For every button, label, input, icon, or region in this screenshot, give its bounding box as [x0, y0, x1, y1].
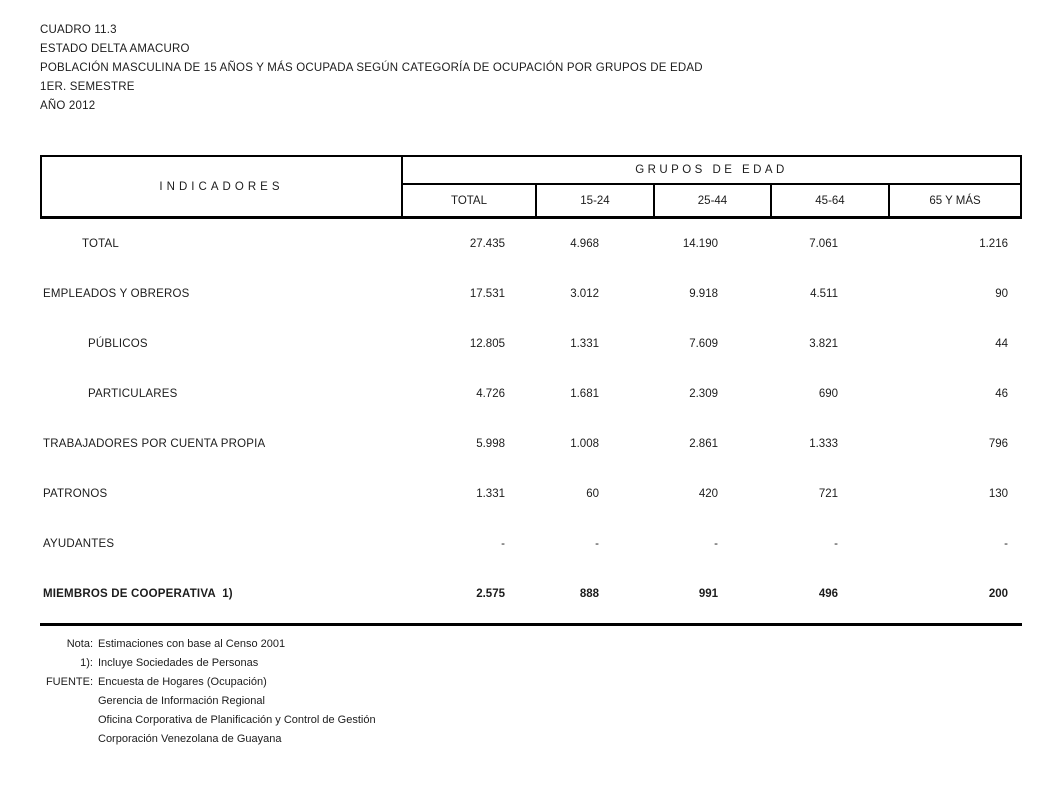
cell-value: 46: [995, 388, 1008, 400]
table-row-total: [40, 219, 1022, 269]
title-line-ano: AÑO 2012: [40, 100, 96, 112]
statistics-table: [40, 155, 1022, 749]
title-line-cuadro: CUADRO 11.3: [40, 24, 117, 36]
footnote-label: [40, 711, 93, 730]
cell-value: 90: [995, 288, 1008, 300]
row-label: MIEMBROS DE COOPERATIVA 1): [43, 588, 233, 600]
row-label: PÚBLICOS: [88, 338, 148, 350]
table-row-particulares: [40, 369, 1022, 419]
cell-value: 4.726: [476, 388, 505, 400]
title-line-semestre: 1ER. SEMESTRE: [40, 81, 135, 93]
title-line-poblacion: POBLACIÓN MASCULINA DE 15 AÑOS Y MÁS OCUPADA SEGÚN CATEGORÍA DE OCUPACIÓN POR GRUPOS DE EDAD: [40, 62, 703, 74]
footnote-oficina: [40, 711, 1022, 730]
footnote-text: Incluye Sociedades de Personas: [98, 657, 259, 669]
cell-value: 496: [818, 588, 838, 600]
cell-value: 7.609: [689, 338, 718, 350]
cell-value: 1.331: [570, 338, 599, 350]
cell-value: 2.861: [689, 438, 718, 450]
footnote-label: [40, 730, 93, 749]
footnote-fuente: [40, 673, 1022, 692]
footnote-gerencia: [40, 692, 1022, 711]
footnotes-block: [40, 635, 1022, 749]
cell-value: 12.805: [469, 338, 505, 350]
footnote-text: Encuesta de Hogares (Ocupación): [98, 676, 267, 688]
footnote-label: Nota:: [66, 638, 93, 650]
footnote-1: [40, 654, 1022, 673]
table-header: [40, 155, 1022, 219]
cell-value: 44: [995, 338, 1008, 350]
cell-value: 27.435: [469, 238, 505, 250]
cell-value: 1.216: [979, 238, 1008, 250]
col-header-15-24: 15-24: [537, 185, 655, 216]
title-line-estado: ESTADO DELTA AMACURO: [40, 43, 190, 55]
table-row-miembros-cooperativa: [40, 569, 1022, 619]
cell-value: 130: [988, 488, 1008, 500]
cell-value: -: [834, 538, 838, 550]
document-title-block: [40, 21, 703, 116]
col-header-25-44: 25-44: [655, 185, 772, 216]
table-row-patronos: [40, 469, 1022, 519]
cell-value: 3.012: [570, 288, 599, 300]
cell-value: -: [595, 538, 599, 550]
footnote-label: [40, 692, 93, 711]
cell-value: -: [1004, 538, 1008, 550]
cell-value: 7.061: [809, 238, 838, 250]
cell-value: -: [501, 538, 505, 550]
cell-value: 4.968: [570, 238, 599, 250]
age-groups-header: GRUPOS DE EDAD: [403, 157, 1020, 185]
footnote-text: Oficina Corporativa de Planificación y Control de Gestión: [98, 714, 376, 726]
cell-value: 60: [586, 488, 599, 500]
footnote-nota: [40, 635, 1022, 654]
cell-value: 991: [698, 588, 718, 600]
footnote-label: 1):: [80, 657, 93, 669]
row-label: AYUDANTES: [43, 538, 115, 550]
cell-value: 200: [988, 588, 1008, 600]
row-label: EMPLEADOS Y OBREROS: [43, 288, 190, 300]
footnote-text: Estimaciones con base al Censo 2001: [98, 638, 286, 650]
col-header-65-mas: 65 Y MÁS: [929, 194, 981, 207]
cell-value: 5.998: [476, 438, 505, 450]
cell-value: 690: [818, 388, 838, 400]
footnote-text: Gerencia de Información Regional: [98, 695, 265, 707]
footnote-text: Corporación Venezolana de Guayana: [98, 733, 282, 745]
table-row-cuenta-propia: [40, 419, 1022, 469]
cell-value: 721: [818, 488, 838, 500]
cell-value: 2.575: [476, 588, 505, 600]
cell-value: 4.511: [810, 288, 838, 300]
col-header-total: TOTAL: [403, 185, 537, 216]
footnote-corporacion: [40, 730, 1022, 749]
cell-value: 796: [988, 438, 1008, 450]
cell-value: 420: [698, 488, 718, 500]
footnote-label: FUENTE:: [45, 676, 93, 688]
indicators-header: INDICADORES: [42, 157, 403, 216]
table-row-empleados-obreros: [40, 269, 1022, 319]
row-label: TOTAL: [82, 238, 119, 250]
cell-value: 17.531: [469, 288, 505, 300]
table-body: [40, 219, 1022, 626]
row-label: PARTICULARES: [88, 388, 178, 400]
table-row-publicos: [40, 319, 1022, 369]
col-header-45-64: 45-64: [772, 185, 890, 216]
cell-value: 1.681: [570, 388, 599, 400]
cell-value: 1.333: [809, 438, 838, 450]
cell-value: 2.309: [689, 388, 718, 400]
cell-value: 1.331: [476, 488, 505, 500]
cell-value: 888: [579, 588, 599, 600]
cell-value: -: [714, 538, 718, 550]
cell-value: 9.918: [689, 288, 718, 300]
cell-value: 3.821: [809, 338, 838, 350]
row-label: PATRONOS: [43, 488, 108, 500]
cell-value: 1.008: [570, 438, 599, 450]
cell-value: 14.190: [682, 238, 718, 250]
row-label: TRABAJADORES POR CUENTA PROPIA: [43, 438, 266, 450]
table-row-ayudantes: [40, 519, 1022, 569]
